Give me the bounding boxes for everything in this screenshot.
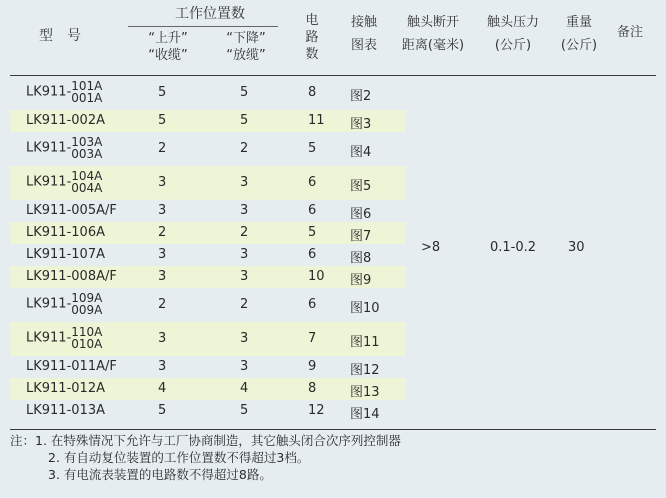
table-row — [10, 132, 406, 166]
table-row — [10, 222, 406, 244]
circuits-cell: 6 — [308, 175, 317, 190]
circuits-cell: 12 — [308, 403, 325, 418]
up-positions-cell: 2 — [158, 225, 167, 240]
circuits-cell: 7 — [308, 331, 317, 346]
down-positions-cell: 5 — [240, 85, 249, 100]
circuits-cell: 11 — [308, 113, 325, 128]
contact-chart-cell: 图14 — [350, 407, 380, 422]
table-row — [10, 76, 406, 110]
model-cell: LK911-012A — [26, 381, 105, 396]
circuits-cell: 6 — [308, 297, 317, 312]
shared-break-distance: >8 — [421, 240, 441, 255]
circuits-cell: 10 — [308, 269, 325, 284]
table-row — [10, 400, 406, 422]
contact-chart-cell: 图10 — [350, 301, 380, 316]
contact-chart-cell: 图11 — [350, 335, 380, 350]
model-cell: LK911-106A — [26, 225, 105, 240]
model-cell: LK911- 110A 010A — [26, 325, 103, 351]
down-positions-cell: 3 — [240, 247, 249, 262]
contact-chart-cell: 图13 — [350, 385, 380, 400]
note-3: 3. 有电流表装置的电路数不得超过8路。 — [48, 467, 272, 482]
up-positions-cell: 2 — [158, 141, 167, 156]
down-positions-cell: 2 — [240, 225, 249, 240]
up-positions-cell: 5 — [158, 403, 167, 418]
model-cell: LK911- 104A 004A — [26, 169, 103, 195]
up-positions-cell: 4 — [158, 381, 167, 396]
contact-chart-cell: 图8 — [350, 251, 372, 266]
header-positions-group: 工作位置数 — [175, 6, 245, 22]
up-positions-cell: 3 — [158, 359, 167, 374]
header-down: “下降” “放缆” — [226, 31, 266, 63]
circuits-cell: 5 — [308, 225, 317, 240]
table-row — [10, 378, 406, 400]
header-positions-underline — [128, 26, 278, 27]
contact-chart-cell: 图12 — [350, 363, 380, 378]
table-row — [10, 356, 406, 378]
model-cell: LK911-002A — [26, 113, 105, 128]
down-positions-cell: 2 — [240, 297, 249, 312]
shared-weight: 30 — [568, 240, 585, 255]
table-row — [10, 110, 406, 132]
circuits-cell: 8 — [308, 85, 317, 100]
table-row — [10, 166, 406, 200]
circuits-cell: 8 — [308, 381, 317, 396]
contact-chart-cell: 图2 — [350, 89, 372, 104]
table-bottom-rule — [10, 429, 656, 430]
header-model: 型 号 — [39, 28, 81, 44]
contact-chart-cell: 图5 — [350, 179, 372, 194]
up-positions-cell: 3 — [158, 269, 167, 284]
up-positions-cell: 5 — [158, 85, 167, 100]
model-cell: LK911-011A/F — [26, 359, 117, 374]
header-remarks: 备注 — [616, 25, 643, 40]
model-cell: LK911-013A — [26, 403, 105, 418]
circuits-cell: 6 — [308, 203, 317, 218]
contact-chart-cell: 图3 — [350, 117, 372, 132]
circuits-cell: 9 — [308, 359, 317, 374]
table-row — [10, 322, 406, 356]
contact-chart-cell: 图4 — [350, 145, 372, 160]
header-contact-chart: 接触 图表 — [350, 15, 377, 53]
contact-chart-cell: 图9 — [350, 273, 372, 288]
header-circuits: 电 路 数 — [305, 13, 319, 62]
down-positions-cell: 2 — [240, 141, 249, 156]
footnotes — [10, 432, 401, 483]
model-cell: LK911- 103A 003A — [26, 135, 103, 161]
up-positions-cell: 3 — [158, 203, 167, 218]
header-weight: 重量 (公斤) — [560, 15, 598, 53]
shared-contact-pressure: 0.1-0.2 — [490, 240, 537, 255]
up-positions-cell: 2 — [158, 297, 167, 312]
model-cell: LK911- 101A 001A — [26, 79, 103, 105]
model-cell: LK911- 109A 009A — [26, 291, 103, 317]
note-1: 注：1. 在特殊情况下允许与工厂协商制造，其它触头闭合次序列控制器 — [10, 433, 401, 448]
down-positions-cell: 5 — [240, 403, 249, 418]
down-positions-cell: 3 — [240, 269, 249, 284]
header-break-distance: 触头断开 距离(毫米) — [401, 15, 465, 53]
up-positions-cell: 3 — [158, 331, 167, 346]
table-row — [10, 200, 406, 222]
up-positions-cell: 3 — [158, 175, 167, 190]
note-2: 2. 有自动复位装置的工作位置数不得超过3档。 — [48, 450, 310, 465]
table-row — [10, 288, 406, 322]
up-positions-cell: 5 — [158, 113, 167, 128]
header-up: “上升” “收缆” — [148, 31, 188, 63]
header-contact-pressure: 触头压力 (公斤) — [486, 15, 539, 53]
table-row — [10, 266, 406, 288]
circuits-cell: 5 — [308, 141, 317, 156]
model-cell: LK911-005A/F — [26, 203, 117, 218]
model-cell: LK911-008A/F — [26, 269, 117, 284]
down-positions-cell: 3 — [240, 331, 249, 346]
down-positions-cell: 3 — [240, 175, 249, 190]
table-row — [10, 244, 406, 266]
contact-chart-cell: 图6 — [350, 207, 372, 222]
table-header — [0, 0, 666, 76]
down-positions-cell: 4 — [240, 381, 249, 396]
circuits-cell: 6 — [308, 247, 317, 262]
down-positions-cell: 3 — [240, 203, 249, 218]
contact-chart-cell: 图7 — [350, 229, 372, 244]
down-positions-cell: 5 — [240, 113, 249, 128]
model-cell: LK911-107A — [26, 247, 105, 262]
down-positions-cell: 3 — [240, 359, 249, 374]
up-positions-cell: 3 — [158, 247, 167, 262]
